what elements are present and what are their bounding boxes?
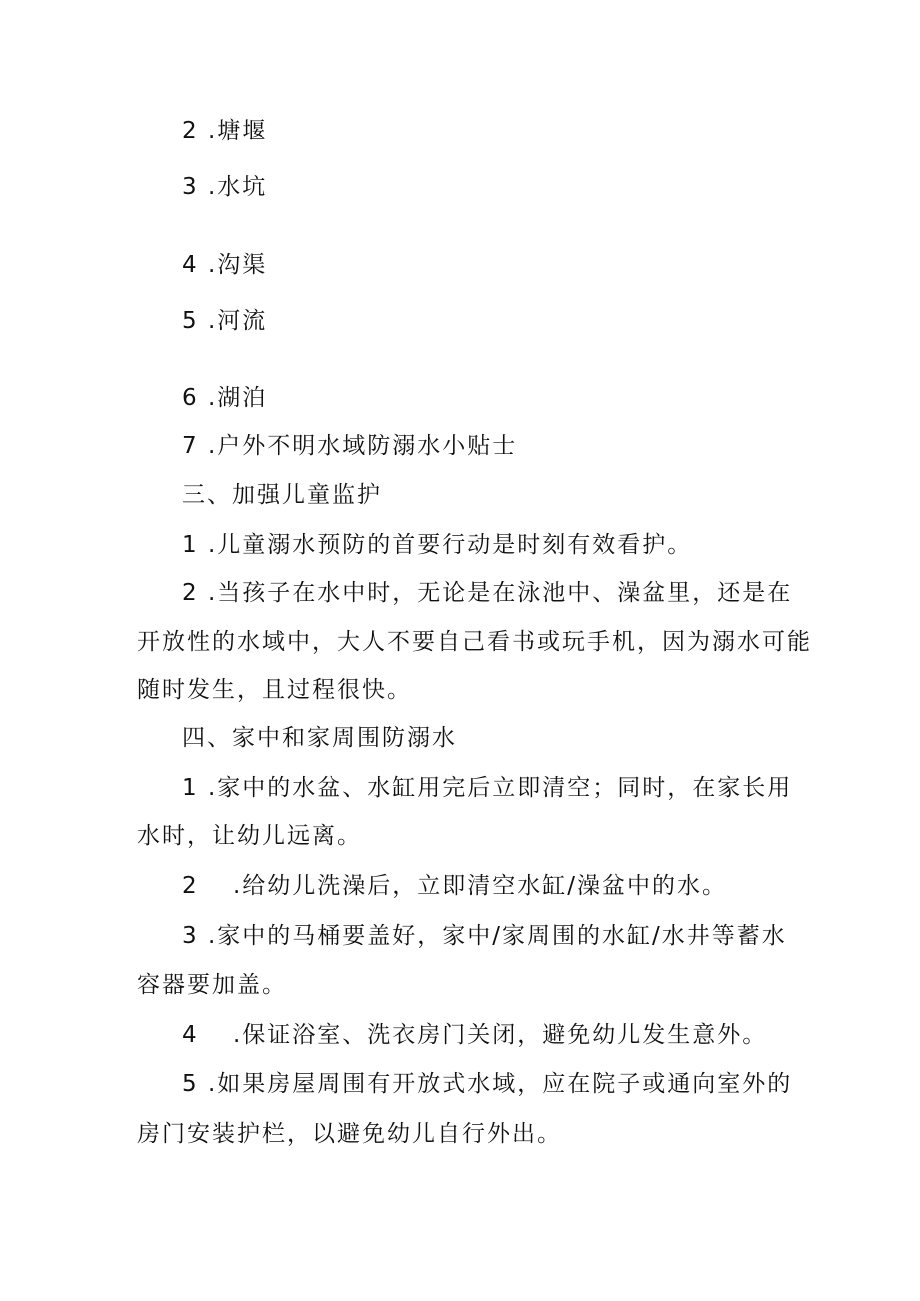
section-heading-4: 四、家中和家周围防溺水 <box>182 725 457 751</box>
section-heading-3: 三、加强儿童监护 <box>182 482 382 508</box>
paragraph-line: 随时发生，且过程很快。 <box>137 677 412 703</box>
list-item-5: 5 .河流 <box>182 308 268 334</box>
list-item-4: 4 .沟渠 <box>182 252 268 278</box>
list-item-2: 2 .塘堰 <box>182 118 268 144</box>
paragraph-line: 水时，让幼儿远离。 <box>137 823 362 849</box>
paragraph-line: 1 .儿童溺水预防的首要行动是时刻有效看护。 <box>182 532 693 558</box>
paragraph-line: 1 .家中的水盆、水缸用完后立即清空；同时，在家长用 <box>182 775 793 801</box>
list-item-7: 7 .户外不明水域防溺水小贴士 <box>182 433 518 459</box>
paragraph-line: 开放性的水域中，大人不要自己看书或玩手机，因为溺水可能 <box>137 629 812 655</box>
paragraph-line: 5 .如果房屋周围有开放式水域，应在院子或通向室外的 <box>182 1071 793 1097</box>
list-item-3: 3 .水坑 <box>182 174 268 200</box>
paragraph-line: 2 .给幼儿洗澡后，立即清空水缸/澡盆中的水。 <box>182 873 728 899</box>
paragraph-line: 3 .家中的马桶要盖好，家中/家周围的水缸/水井等蓄水 <box>182 923 787 949</box>
list-item-6: 6 .湖泊 <box>182 385 268 411</box>
paragraph-line: 2 .当孩子在水中时，无论是在泳池中、澡盆里，还是在 <box>182 580 793 606</box>
paragraph-line: 房门安装护栏，以避免幼儿自行外出。 <box>137 1121 562 1147</box>
paragraph-line: 容器要加盖。 <box>137 972 287 998</box>
paragraph-line: 4 .保证浴室、洗衣房门关闭，避免幼儿发生意外。 <box>182 1022 768 1048</box>
